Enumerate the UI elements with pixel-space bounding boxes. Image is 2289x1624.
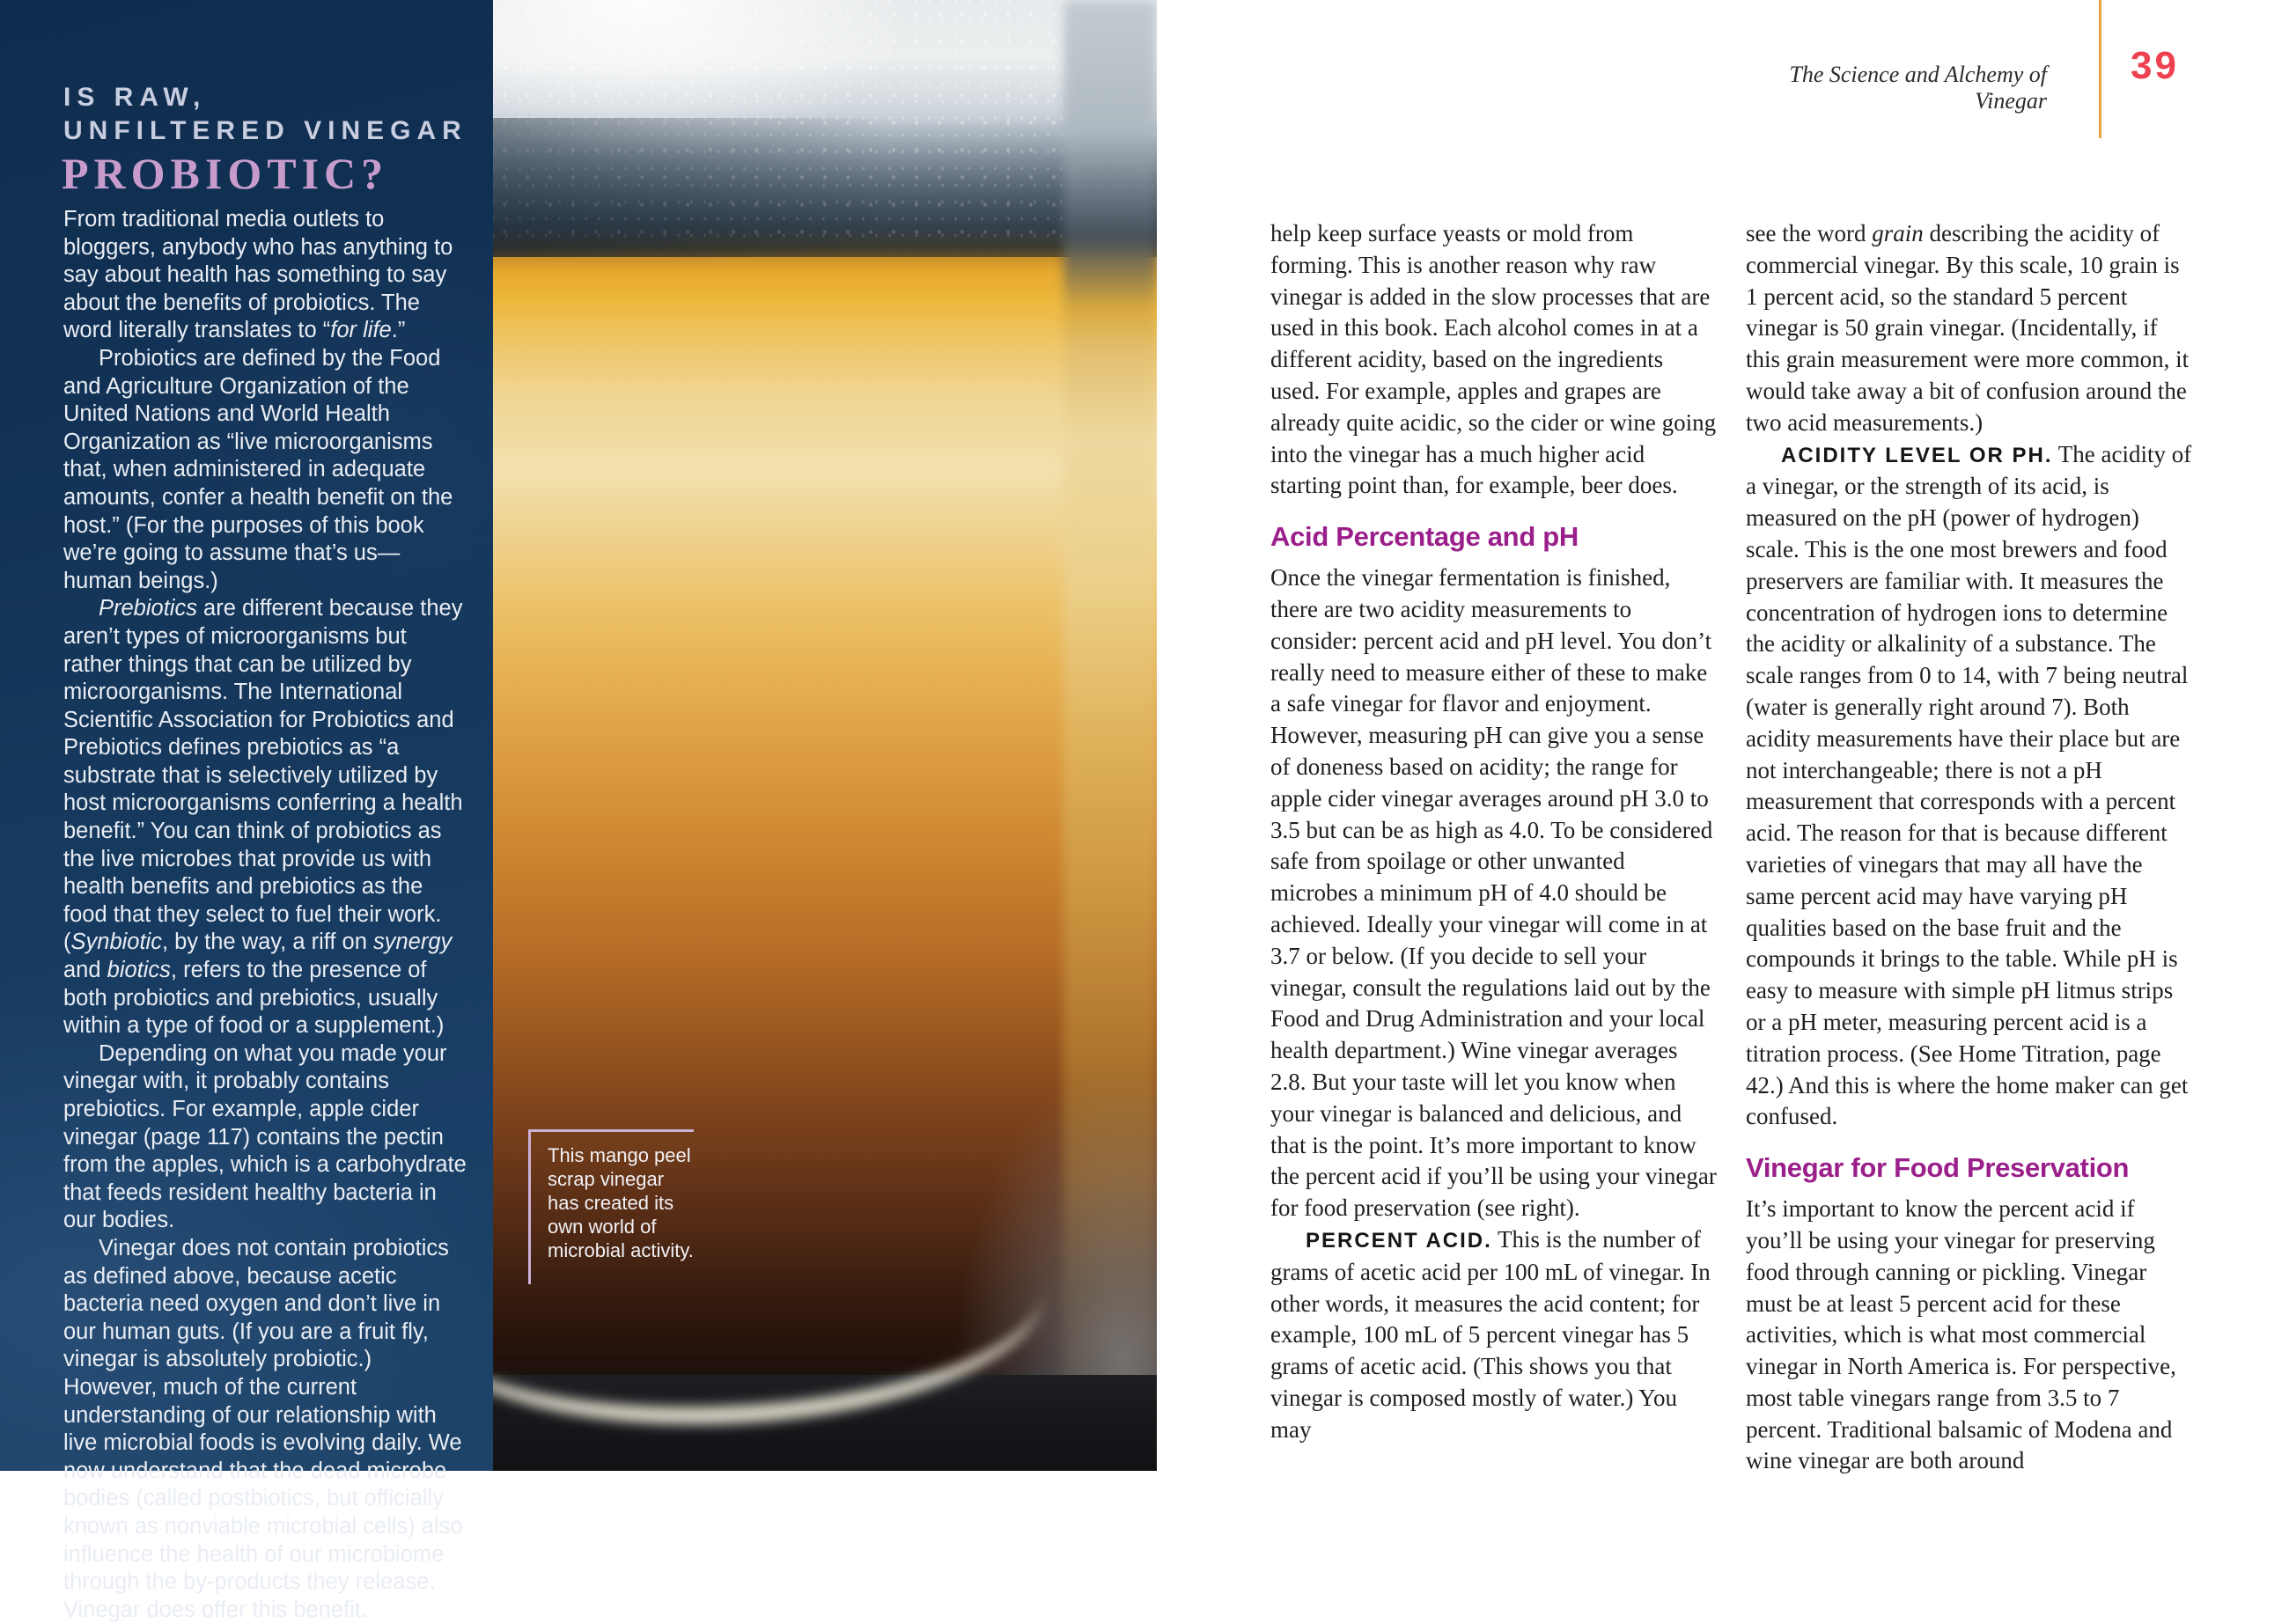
sidebar-kicker [63, 81, 467, 148]
sidebar-paragraphs [63, 206, 467, 1624]
paragraph [1746, 1194, 2193, 1477]
text-segment: The acidity of a vinegar, or the strength of its acid, is measured on the pH (power of hydrogen) scale. This is the one most brewers and food preservers are familiar with. It measures the concentration of hydrogen ions to determine the acidity or alkalinity of a substance. The scale ranges from 0 to 14, with 7 being neutral (water is generally right around 7). Both acidity measurements have their place but are not interchangeable; there is not a pH measurement that corresponds with a percent acid. The reason for that is because different varieties of vinegars that may all have the same percent acid may have varying pH qualities based on the base fruit and the compounds it brings to the table. While pH is easy to measure with simple pH litmus strips or a pH meter, measuring percent acid is a titration process. (See Home Titration, page 42.) And this is where the home maker can get confused. [1746, 440, 2192, 1130]
sidebar-kicker-line1: IS RAW, [63, 83, 207, 112]
paragraph [1746, 218, 2193, 439]
text-segment: Vinegar does not contain probiotics as defined above, because acetic bacteria need oxygen and don’t live in our human guts. (If you are a fruit fly, vinegar is absolutely probiotic.) However, much of the current understanding of our relationship with live microbial foods is evolving daily. We now understand that the dead microbe bodies (called postbiotics, but officially known as nonviable microbial cells) also influence the health of our microbiome through the by-products they release. Vinegar does offer this benefit. [63, 1235, 463, 1622]
italic-text: Prebiotics [99, 596, 197, 621]
paragraph [63, 206, 467, 345]
paragraph [63, 345, 467, 595]
italic-text: for life [330, 318, 392, 343]
paragraph [1746, 439, 2193, 1134]
text-segment: , by the way, a riff on [161, 930, 373, 955]
italic-text: synergy [373, 930, 453, 955]
running-head: The Science and Alchemy of Vinegar [1789, 62, 2047, 114]
paragraph [63, 1040, 467, 1235]
text-segment: , refers to the presence of both probiotics and prebiotics, usually within a type of food or a supplement.) [63, 958, 445, 1039]
page-number: 39 [2131, 44, 2179, 87]
paragraph [1270, 562, 1718, 1224]
sidebar-panel [0, 0, 493, 1622]
paragraph [63, 595, 467, 1040]
header-rule [2099, 0, 2101, 138]
section-heading: Vinegar for Food Preservation [1746, 1152, 2130, 1184]
paragraph [1270, 218, 1718, 502]
text-segment: describing the acidity of commercial vinegar. By this scale, 10 grain is 1 percent acid, so the standard 5 percent vinegar is 50 grain vinegar. (Incidentally, if this grain measurement were more common, it would take away a bit of confusion around the two acid measurements.) [1746, 220, 2190, 436]
text-segment: and [63, 958, 107, 983]
paragraph [63, 1235, 467, 1624]
run-in-heading: ACIDITY LEVEL OR PH. [1781, 443, 2053, 467]
text-segment: This is the number of grams of acetic acid per 100 mL of vinegar. In other words, it measures the acid content; for example, 100 mL of 5 percent vinegar has 5 grams of acetic acid. (This shows you that vinegar is composed mostly of water.) You may [1270, 1225, 1711, 1443]
column-2 [1746, 218, 2193, 1477]
text-segment: It’s important to know the percent acid if you’ll be using your vinegar for preserving food through canning or pickling. Vinegar must be at least 5 percent acid for these activities, which is what most commercial vinegar in North America is. For perspective, most table vinegars range from 3.5 to 7 percent. Traditional balsamic of Modena and wine vinegar are both around [1746, 1195, 2176, 1474]
text-segment: see the word [1746, 220, 1873, 246]
text-segment: are different because they aren’t types of microorganisms but rather things that can be utilized by microorganisms. The International Scientific Association for Probiotics and Prebiotics defines prebiotics as “a substrate that is selectively utilized by host microorganisms conferring a health benefit.” You can think of probiotics as the live microbes that provide us with health benefits and prebiotics as the food that they select to fuel their work. ( [63, 596, 463, 955]
vinegar-photo [493, 0, 1157, 1471]
caption-text: This mango peel scrap vinegar has created its own world of microbial activity. [548, 1144, 694, 1261]
section-heading: Acid Percentage and pH [1270, 521, 1579, 553]
sidebar-title: PROBIOTIC? [62, 149, 389, 198]
column-1 [1270, 218, 1718, 1445]
text-segment: .” [391, 318, 406, 343]
text-segment: Probiotics are defined by the Food and Agriculture Organization of the United Nations and World Health Organization as “live microorganisms that, when administered in adequate amounts, confer a health benefit on the host.” (For the purposes of this book we’re going to assume that’s us—human beings.) [63, 345, 453, 593]
text-segment: help keep surface yeasts or mold from forming. This is another reason why raw vinegar is added in the slow processes that are used in this book. Each alcohol comes in at a different acidity, based on the ingredients used. For example, apples and grapes are already quite acidic, so the cider or wine going into the vinegar has a much higher acid starting point than, for example, beer does. [1270, 220, 1717, 499]
run-in-heading: PERCENT ACID. [1306, 1228, 1492, 1253]
text-segment: From traditional media outlets to bloggers, anybody who has anything to say about health has something to say about the benefits of probiotics. The word literally translates to “ [63, 207, 453, 343]
paragraph [1270, 1224, 1718, 1446]
text-segment: Depending on what you made your vinegar with, it probably contains prebiotics. For example, apple cider vinegar (page 117) contains the pectin from the apples, which is a carbohydrate that feeds resident healthy bacteria in our bodies. [63, 1040, 467, 1233]
caption-rule-left [528, 1129, 531, 1284]
photo-smoke-band [493, 118, 1157, 258]
text-segment: Once the vinegar fermentation is finished, there are two acidity measurements to consider: percent acid and pH level. You don’t really need to measure either of these to make a safe vinegar for flavor and enjoyment. However, measuring pH can give you a sense of doneness based on acidity; the range for apple cider vinegar averages around pH 3.0 to 3.5 but can be as high as 4.0. To be considered safe from spoilage or other unwanted microbes a minimum pH of 4.0 should be achieved. Ideally your vinegar will come in at 3.7 or below. (If you decide to sell your vinegar, consult the regulations laid out by the Food and Drug Administration and your local health department.) Wine vinegar averages 2.8. But your taste will let you know when your vinegar is balanced and delicious, and that is the point. It’s more important to know the percent acid if you’ll be using your vinegar for food preservation (see right). [1270, 564, 1717, 1222]
caption-rule-top [528, 1129, 694, 1132]
sidebar-kicker-line2: UNFILTERED VINEGAR [63, 116, 467, 145]
italic-text: Synbiotic [70, 930, 162, 955]
italic-text: biotics [107, 958, 171, 983]
italic-text: grain [1872, 220, 1924, 246]
